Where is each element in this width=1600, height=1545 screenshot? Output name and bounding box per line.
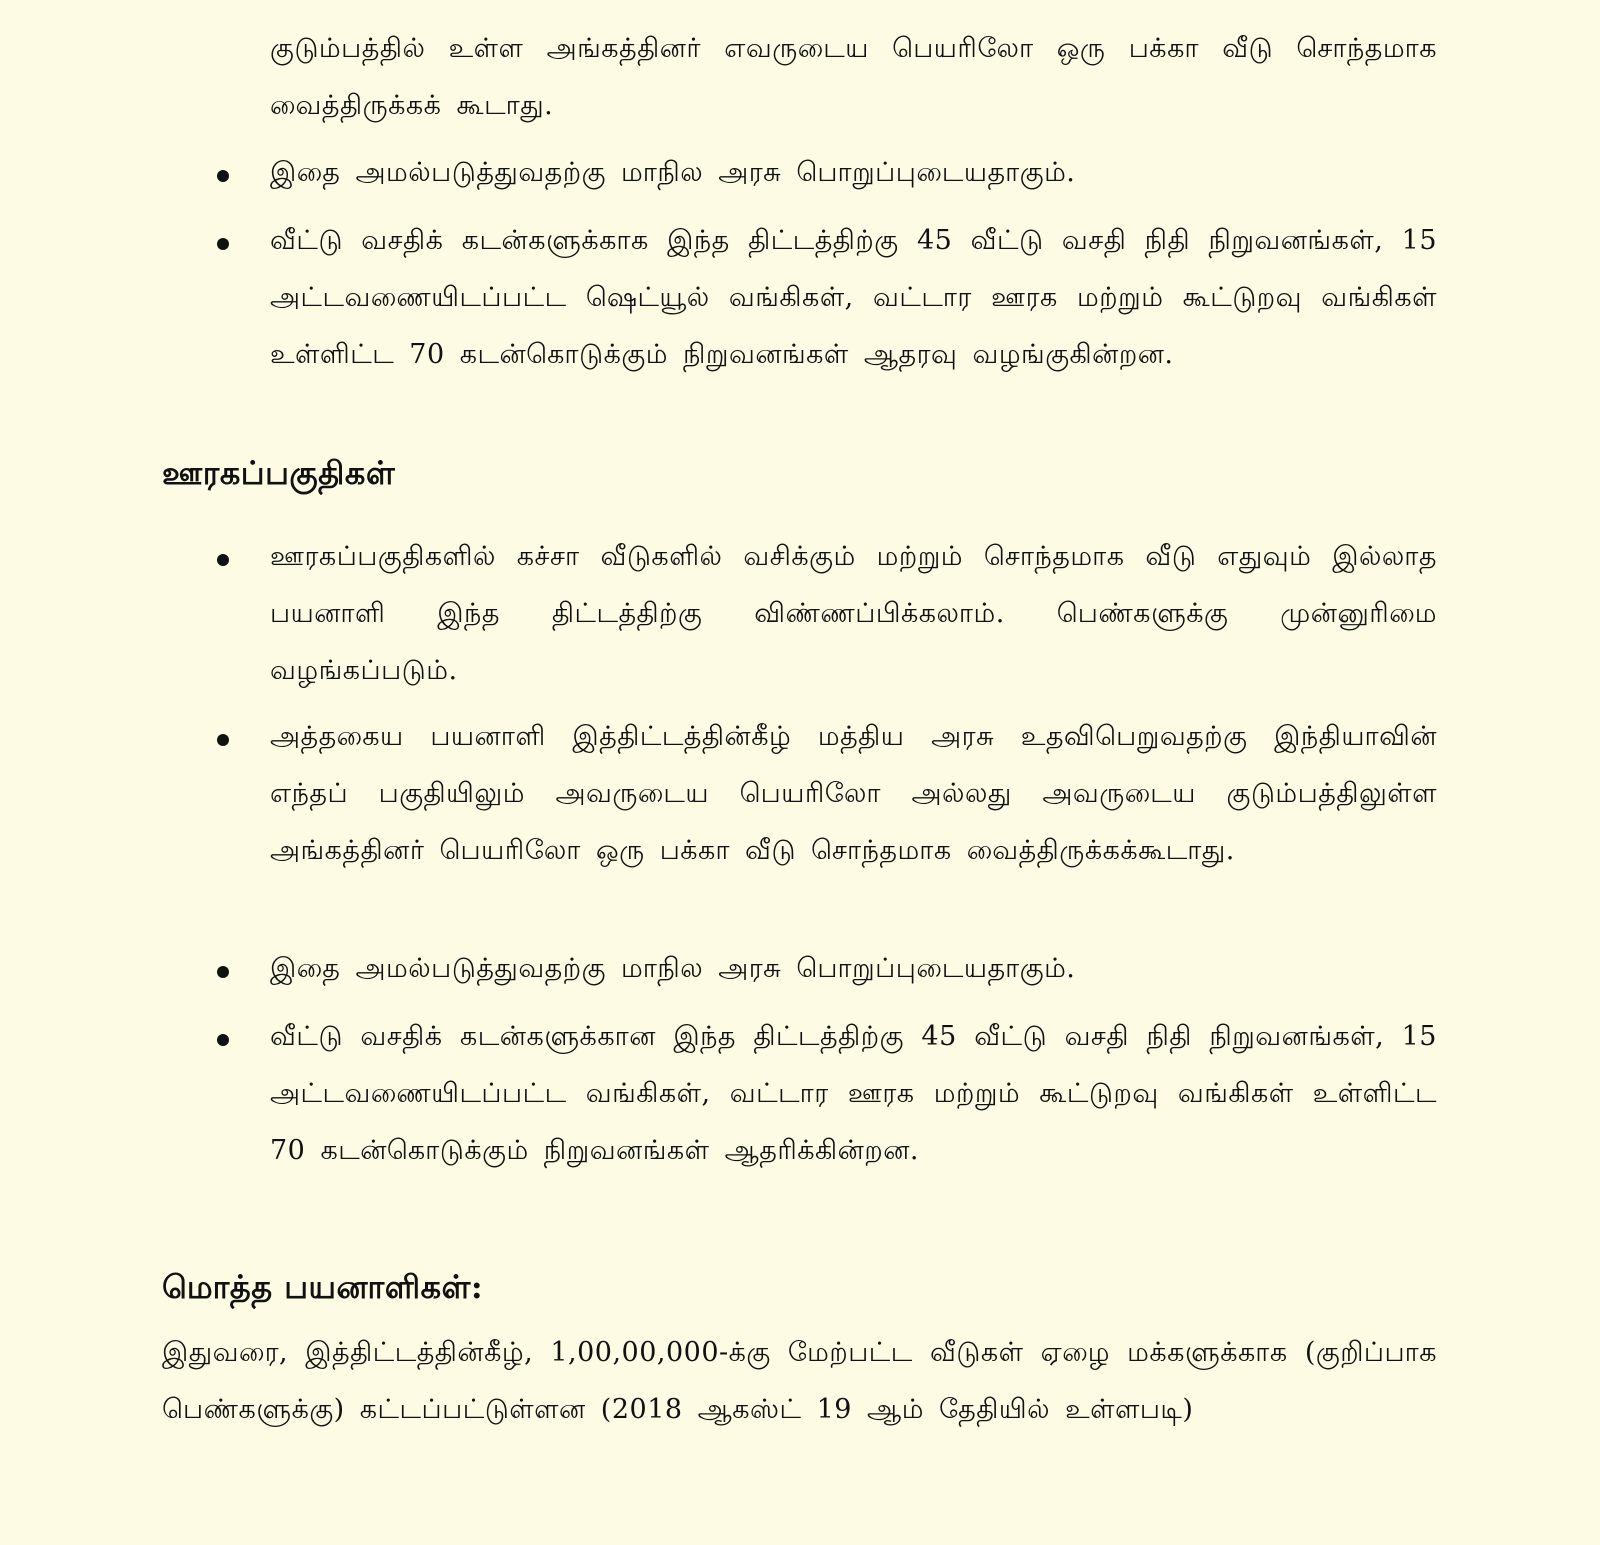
- list-item: [270, 708, 1437, 879]
- list-item: [270, 144, 1437, 201]
- list-item: [270, 212, 1437, 383]
- list-item-text: இதை அமல்படுத்துவதற்கு மாநில அரசு பொறுப்புடையதாகும்.: [270, 953, 1076, 984]
- bullet-icon: [217, 1034, 229, 1046]
- list-item-text: வீட்டு வசதிக் கடன்களுக்கான இந்த திட்டத்திற்கு 45 வீட்டு வசதி நிதி நிறுவனங்கள், 15 அட்டவணையிடப்பட்ட வங்கிகள், வட்டார ஊரக மற்றும் கூட்டுறவு வங்கிகள் உள்ளிட்ட 70 கடன்கொடுக்கும் நிறுவனங்கள் ஆதரிக்கின்றன.: [270, 1021, 1437, 1166]
- bullet-icon: [217, 238, 229, 250]
- list-item: [270, 528, 1437, 699]
- section-heading-rural: ஊரகப்பகுதிகள்: [162, 454, 396, 492]
- list-item-text: வீட்டு வசதிக் கடன்களுக்காக இந்த திட்டத்திற்கு 45 வீட்டு வசதி நிதி நிறுவனங்கள், 15 அட்டவணையிடப்பட்ட ஷெட்யூல் வங்கிகள், வட்டார ஊரக மற்றும் கூட்டுறவு வங்கிகள் உள்ளிட்ட 70 கடன்கொடுக்கும் நிறுவனங்கள் ஆதரவு வழங்குகின்றன.: [270, 225, 1437, 370]
- list-item-text: இதை அமல்படுத்துவதற்கு மாநில அரசு பொறுப்புடையதாகும்.: [270, 157, 1076, 188]
- section-heading-total-beneficiaries: மொத்த பயனாளிகள்:: [162, 1268, 484, 1306]
- total-beneficiaries-text: இதுவரை, இத்திட்டத்தின்கீழ், 1,00,00,000-க்கு மேற்பட்ட வீடுகள் ஏழை மக்களுக்காக (குறிப்பாக பெண்களுக்கு) கட்டப்பட்டுள்ளன (2018 ஆகஸ்ட் 19 ஆம் தேதியில் உள்ளபடி): [162, 1337, 1437, 1425]
- continuation-text: குடும்பத்தில் உள்ள அங்கத்தினர் எவருடைய பெயரிலோ ஒரு பக்கா வீடு சொந்தமாக வைத்திருக்கக் கூடாது.: [270, 33, 1437, 121]
- list-item: [270, 1008, 1437, 1179]
- continuation-block: [270, 20, 1437, 134]
- list-item-text: அத்தகைய பயனாளி இத்திட்டத்தின்கீழ் மத்திய அரசு உதவிபெறுவதற்கு இந்தியாவின் எந்தப் பகுதியிலும் அவருடைய பெயரிலோ அல்லது அவருடைய குடும்பத்திலுள்ள அங்கத்தினர் பெயரிலோ ஒரு பக்கா வீடு சொந்தமாக வைத்திருக்கக்கூடாது.: [270, 721, 1437, 866]
- list-item-text: ஊரகப்பகுதிகளில் கச்சா வீடுகளில் வசிக்கும் மற்றும் சொந்தமாக வீடு எதுவும் இல்லாத பயனாளி இந்த திட்டத்திற்கு விண்ணப்பிக்கலாம். பெண்களுக்கு முன்னுரிமை வழங்கப்படும்.: [270, 541, 1437, 686]
- bullet-icon: [217, 170, 229, 182]
- bullet-icon: [217, 734, 229, 746]
- bullet-icon: [217, 966, 229, 978]
- list-item: [270, 940, 1437, 997]
- bullet-icon: [217, 554, 229, 566]
- total-beneficiaries-block: [162, 1324, 1437, 1438]
